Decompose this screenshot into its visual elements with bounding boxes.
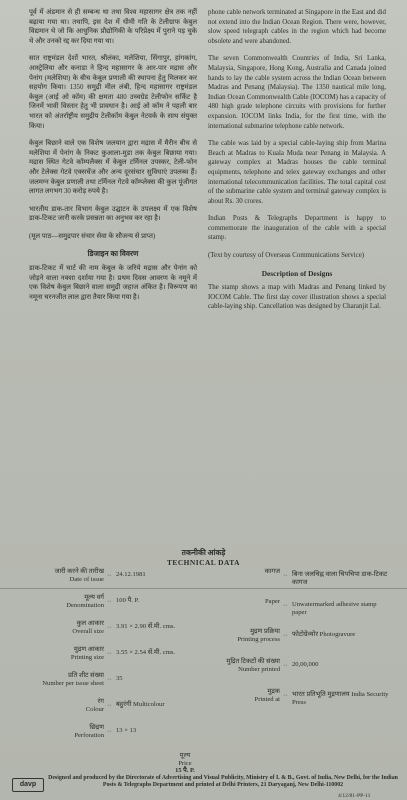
tech-separator: ·· xyxy=(107,572,112,579)
tech-value: 3.55 × 2.54 सें.मी. cms. xyxy=(116,649,176,656)
tech-title-english: TECHNICAL DATA xyxy=(166,558,241,567)
tech-label-hindi: रंग xyxy=(97,698,104,705)
tech-label-english: Perforation xyxy=(74,732,104,739)
tech-label-english: Colour xyxy=(85,706,104,713)
tech-separator: ·· xyxy=(107,624,112,631)
price-block xyxy=(150,752,220,775)
tech-value: भारत प्रतिभूति मुद्रणालय India Security Press xyxy=(292,691,389,706)
english-design-text: The stamp shows a map with Madras and Penang linked by IOCOM Cable. The first day cover illustration shows a special cable-laying ship. Cancellation was designed by Charanjit Lal. xyxy=(208,284,386,311)
tech-label xyxy=(20,568,104,584)
tech-label xyxy=(20,594,104,610)
hindi-credit: (मूल पाठ—समुद्रपार संचार सेवा के सौजन्य से प्राप्त) xyxy=(29,232,156,240)
english-paragraph-2: The seven Commonwealth Countries of India, Sri Lanka, Malaysia, Singapore, Hong Kong, Australia and Canada joined hands to lay the cable system across the Indian Ocean between Madras and Penang (Malaysia). The 1350 nautical mile long, Indian Ocean Commonwealth Cable (IOCOM) has a capacity of 480 high grade telephone circuits with provisions for further expansion. IOCOM links India, for the first time, with the international submarine telephone cable network. xyxy=(208,55,386,130)
tech-separator: ·· xyxy=(283,662,288,669)
tech-label-english: Number per issue sheet xyxy=(42,680,104,687)
price-label-english: Price xyxy=(178,759,192,767)
tech-label xyxy=(20,698,104,714)
hindi-paragraph-3: केबुल बिछाने वाले एक विशेष जलयान द्वारा मद्रास में मैरीन बीच से मलेशिया में पेनांग के निकट कुआला-मुडा तक केबुल बिछाया गया। मद्रास स्थित गेटवे कॉम्पलैक्स में केबुल टर्मिनल उपस्कर, टेली-फोन और टेलेक्स गेटवे एक्सचेंज और अन्य दूरसंचार सुविधाएं उपलब्ध हैं। जलमग्न केबुल प्रणाली तथा टर्मिनल गेटवे कॉम्प्लेक्स की कुल पूंजीगत लागत लगभग 30 करोड़ रुपये है। xyxy=(29,140,197,196)
divider xyxy=(0,588,407,589)
tech-label-english: Paper xyxy=(264,598,280,605)
tech-label-hindi: मुद्रक xyxy=(267,688,280,695)
tech-label xyxy=(200,598,280,606)
tech-separator: ·· xyxy=(107,676,112,683)
footer-code: 4/12/81-PP-11 xyxy=(338,793,371,799)
tech-label-english: Denomination xyxy=(66,602,104,609)
tech-label xyxy=(200,688,280,704)
english-paragraph-1: phone cable network terminated at Singapore in the East and did not extend into the Indian Ocean Region. There were, however, slow speed telegraph cables in the region which had become obsolete and were abandoned. xyxy=(208,9,386,45)
hindi-paragraph-2: सात राष्ट्रमंडल देशों भारत, श्रीलंका, मलेशिया, सिंगापुर, हांगकांग, आस्ट्रेलिया और कनाडा ने हिन्द महासागर के आर-पार मद्रास और पेनांग (मलेशिया) के बीच केबुल प्रणाली की स्थापना हेतु मिलकर कर सहयोग किया। 1350 समुद्री मील लंबी, हिन्द महासागर राष्ट्रमंडल केबुल (आई ओ कॉम) की क्षमता 480 उच्चग्रेड टेलीफोन सर्किट है जिनमें भावी विस्तार हेतु भी प्रावधान है। आई ओ कॉम ने पहली बार भारत को अंतर्राष्ट्रीय समुद्रीय टेलीकॉम केबुल नेटवर्क के साथ संयुक्त किया। xyxy=(29,55,197,130)
tech-separator: ·· xyxy=(283,692,288,699)
tech-value: 100 पै. P. xyxy=(116,597,140,604)
tech-label-hindi: प्रति शीट संख्या xyxy=(68,672,104,679)
tech-label-english: Overall size xyxy=(72,628,104,635)
english-design-heading: Description of Designs xyxy=(261,268,333,278)
tech-value: बहुरंगी Multicolour xyxy=(116,701,165,708)
tech-label xyxy=(20,646,104,662)
tech-value: 24.12.1981 xyxy=(116,571,146,578)
tech-value: 35 xyxy=(116,675,123,682)
hindi-paragraph-4: भारतीय डाक-तार विभाग केबुल उद्घाटन के उपलक्ष्य में एक विशेष डाक-टिकट जारी करके प्रसन्नता का अनुभव कर रहा है। xyxy=(29,205,197,223)
tech-label-english: Number printed xyxy=(238,666,280,673)
tech-separator: ·· xyxy=(283,572,288,579)
tech-label-hindi: जारी करने की तारीख xyxy=(54,568,104,575)
tech-label-hindi: मुद्रण आकार xyxy=(73,646,104,653)
hindi-column xyxy=(29,8,197,310)
tech-label-hindi: कागज xyxy=(264,568,280,575)
english-paragraph-3: The cable was laid by a special cable-laying ship from Marina Beach at Madras to Kuala Muda near Penang in Malaysia. A gateway complex at Madras houses the cable terminal equipments, telephone and telex gateway exchanges and other international telecommunication facilities. The total capital cost of the submarine cable system and terminal gateway complex is about Rs. 30 crores. xyxy=(208,140,386,205)
tech-label xyxy=(200,628,280,644)
tech-separator: ·· xyxy=(107,650,112,657)
footer-credit: Designed and produced by the Directorate of Advertising and Visual Publicity, Ministry of I. & B., Govt. of India, New Delhi, for the Indian Posts & Telegraphs Department and printed at Delhi Printers, 21 Daryaganj, New Delhi-110002 xyxy=(48,775,398,789)
tech-separator: ·· xyxy=(107,728,112,735)
tech-value: Unwatermarked adhesive stamp paper xyxy=(292,601,377,616)
price-value: 15 पै. P. xyxy=(175,767,195,774)
tech-label-english: Printing process xyxy=(237,636,280,643)
hindi-design-text: डाक-टिकट में चार्ट की नाम केबुल के जरिये मद्रास और पेनांग को जोड़ने वाला नक्शा दर्शाया गया है। प्रथम दिवस आवरण के नमूने में एक विशेष केबुल बिछाने वाला समुद्री जहाज अंकित है। विरूपण का नमूना चरनजीत लाल द्वारा तैयार किया गया है। xyxy=(29,265,197,301)
davp-logo: davp xyxy=(12,778,44,792)
tech-separator: ·· xyxy=(283,602,288,609)
tech-label-hindi: मूल्य वर्ग xyxy=(84,594,104,601)
tech-label-hindi: कुल आकार xyxy=(76,620,104,627)
tech-label-english: Printing size xyxy=(70,654,104,661)
tech-label-hindi: मुद्रण प्रक्रिया xyxy=(250,628,280,635)
tech-label xyxy=(20,724,104,740)
hindi-design-heading: डिजाइन का विवरण xyxy=(87,249,139,259)
english-credit: (Text by courtesy of Overseas Communications Service) xyxy=(208,252,365,260)
tech-label xyxy=(20,672,104,688)
tech-value: 13 × 13 xyxy=(116,727,137,734)
tech-label xyxy=(200,658,280,674)
tech-label-english: Printed at xyxy=(254,696,280,703)
tech-value: 20,00,000 xyxy=(292,661,319,668)
tech-separator: ·· xyxy=(107,702,112,709)
tech-separator: ·· xyxy=(107,598,112,605)
tech-label xyxy=(20,620,104,636)
tech-separator: ·· xyxy=(283,632,288,639)
tech-label xyxy=(200,568,280,576)
tech-label-english: Date of issue xyxy=(69,576,104,583)
tech-value: बिना जलचिह्न वाला चिपचिपा डाक-टिकट कागज xyxy=(292,571,388,586)
tech-value: फोटोग्रेव्योर Photogravure xyxy=(292,631,356,638)
hindi-paragraph-1: पूर्व में अंडमान से ही सम्बन्ध था तथा विश्व महासागर क्षेत्र तक नहीं बढ़ाया गया था। तथापि, इस देश में धीमी गति के टेलीग्राफ केबुल विद्यमान थे जो कि आधुनिक प्रौद्योगिकी के परिप्रेक्ष्य में पुराने पड़ चुके थे और उनको रद्द कर दिया गया था। xyxy=(29,9,197,45)
english-column xyxy=(208,8,386,320)
english-paragraph-4: Indian Posts & Telegraphs Department is happy to commemorate the inauguration of the cable with a special stamp. xyxy=(208,215,386,242)
price-label-hindi: मूल्य xyxy=(179,752,191,759)
tech-label-hindi: छिद्रण xyxy=(89,724,104,731)
tech-title-hindi: तकनीकी आंकड़े xyxy=(181,548,226,557)
tech-value: 3.91 × 2.90 सें.मी. cms. xyxy=(116,623,176,630)
tech-label-hindi: मुद्रित टिकटों की संख्या xyxy=(226,658,280,665)
